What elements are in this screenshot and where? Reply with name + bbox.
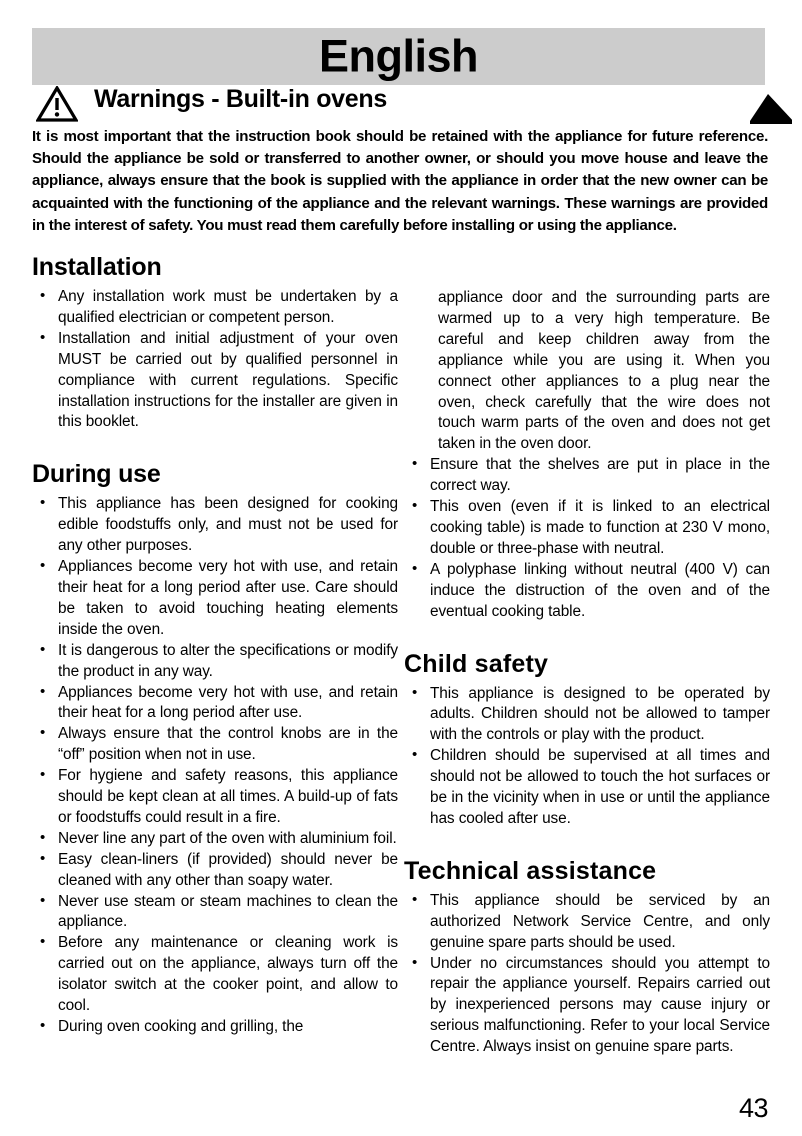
warnings-heading-label: Warnings - Built-in ovens — [94, 85, 387, 113]
section-title-technical-assistance: Technical assistance — [404, 856, 657, 885]
warning-triangle-icon — [36, 86, 78, 122]
technical-assistance-bullet-list — [404, 891, 770, 1058]
list-item: • This appliance is designed to be operated by adults. Children should not be allowed to tamper with the controls or play with the product. — [404, 684, 770, 747]
list-item: • This appliance has been designed for cooking edible foodstuffs only, and must not be used for any other purposes. — [32, 494, 398, 557]
list-item: • This oven (even if it is linked to an electrical cooking table) is made to function at 230 V mono, double or three-phase with neutral. — [404, 497, 770, 560]
list-item: • Appliances become very hot with use, and retain their heat for a long period after use. — [32, 683, 398, 725]
list-item: • Installation and initial adjustment of your oven MUST be carried out by qualified personnel in compliance with current regulations. Specific installation instructions for the installer are given in this booklet. — [32, 329, 398, 434]
list-item: • Any installation work must be undertaken by a qualified electrician or competent person. — [32, 287, 398, 329]
list-item: • During oven cooking and grilling, the — [32, 1017, 398, 1038]
list-item: • Ensure that the shelves are put in place in the correct way. — [404, 455, 770, 497]
list-item: • Before any maintenance or cleaning work is carried out on the appliance, always turn off the isolator switch at the cooker point, and allow to cool. — [32, 933, 398, 1017]
warnings-intro-paragraph: It is most important that the instruction book should be retained with the appliance for future reference. Should the appliance be sold or transferred to another owner, or should you move house and leave the appliance, always ensure that the book is supplied with the appliance in order that the new owner can be acquainted with the functioning of the appliance and the relevant warnings. These warnings are provided in the interest of safety. You must read them carefully before installing or using the appliance. — [32, 128, 768, 234]
during-use-bullet-list — [32, 494, 398, 1038]
during-use-bullet-list-continued — [404, 455, 770, 622]
list-item: • A polyphase linking without neutral (400 V) can induce the distruction of the oven and of the eventual cooking table. — [404, 560, 770, 623]
section-title-installation: Installation — [32, 253, 162, 281]
child-safety-bullet-list — [404, 684, 770, 830]
right-column — [404, 288, 770, 1058]
list-item: • It is dangerous to alter the specifications or modify the product in any way. — [32, 641, 398, 683]
list-item: • Never line any part of the oven with aluminium foil. — [32, 829, 398, 850]
during-use-continuation-text: appliance door and the surrounding parts are warmed up to a very high temperature. Be careful and keep children away from the appliance while you are using it. When you connect other appliances to a plug near the oven, check carefully that the wire does not touch warm parts of the oven and does not get taken in the oven door. — [438, 289, 770, 453]
page-number: 43 — [738, 1093, 768, 1123]
list-item: • Never use steam or steam machines to clean the appliance. — [32, 892, 398, 934]
list-item: • Always ensure that the control knobs are in the “off” position when not in use. — [32, 724, 398, 766]
installation-bullet-list — [32, 287, 398, 433]
warning-triangle-icon-clipped — [750, 94, 792, 126]
language-title-banner — [32, 28, 765, 85]
list-item: • Children should be supervised at all times and should not be allowed to touch the hot surfaces or be in the vicinity when in use or until the appliance has cooled after use. — [404, 746, 770, 830]
list-item: • This appliance should be serviced by an authorized Network Service Centre, and only genuine spare parts should be used. — [404, 891, 770, 954]
section-title-during-use: During use — [32, 460, 161, 489]
section-title-child-safety: Child safety — [404, 649, 549, 678]
page-title: English — [318, 30, 478, 82]
list-item: • Under no circumstances should you attempt to repair the appliance yourself. Repairs carried out by inexperienced persons may cause injury or serious malfunctioning. Refer to your local Service Centre. Always insist on genuine spare parts. — [404, 954, 770, 1059]
list-item: • For hygiene and safety reasons, this appliance should be kept clean at all times. A build-up of fats or foodstuffs could result in a fire. — [32, 766, 398, 829]
list-item: • Appliances become very hot with use, and retain their heat for a long period after use. Care should be taken to avoid touching heating elements inside the oven. — [32, 557, 398, 641]
left-column — [32, 252, 398, 1038]
list-item: • Easy clean-liners (if provided) should never be cleaned with any other than soapy water. — [32, 850, 398, 892]
warnings-heading-row — [32, 86, 772, 122]
